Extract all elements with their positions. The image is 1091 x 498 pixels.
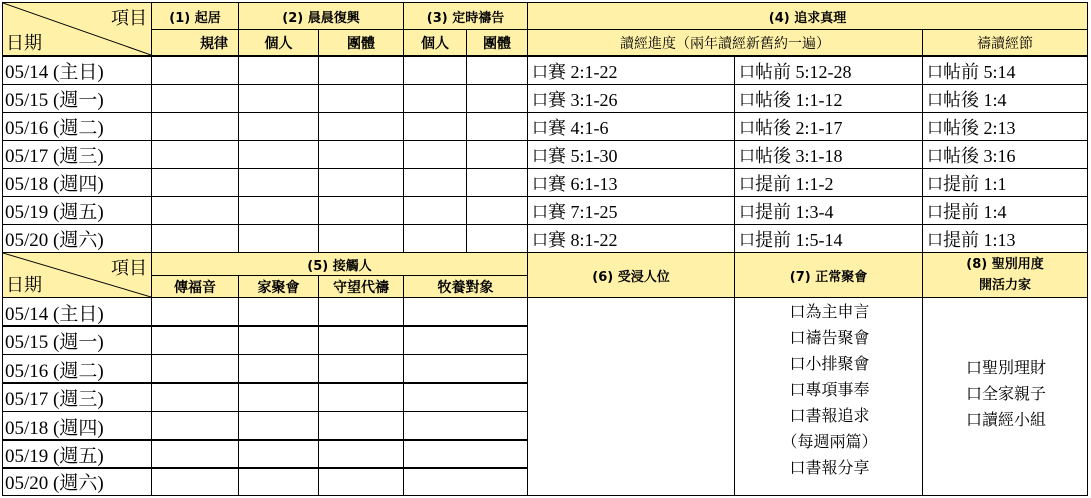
reading-ot-cell — [527, 168, 735, 197]
check-cell[interactable] — [151, 196, 239, 225]
reading-nt-cell — [734, 56, 923, 85]
reading-nt: 提前 1:3-4 — [755, 201, 834, 222]
item-label: 項目 — [111, 8, 147, 29]
section-8-title: (8) 聖別用度 — [966, 257, 1044, 272]
date-text: 05/14 (主日) — [5, 62, 104, 83]
check-cell[interactable] — [151, 382, 239, 412]
date-cell — [2, 196, 152, 225]
check-cell[interactable] — [151, 112, 239, 141]
section-8-header — [922, 252, 1088, 298]
check-cell[interactable] — [238, 467, 319, 496]
prayer-verse-cell — [922, 84, 1088, 113]
prayer-verse: 提前 1:1 — [943, 173, 1007, 194]
check-cell[interactable] — [238, 439, 319, 469]
section-3-header: (3) 定時禱告 — [403, 2, 528, 30]
checkbox-icon[interactable]: 口 — [532, 62, 549, 81]
reading-ot-cell — [527, 224, 735, 253]
check-cell[interactable] — [318, 224, 404, 253]
date-label: 日期 — [6, 275, 42, 296]
date-cell — [2, 297, 152, 327]
checkbox-icon[interactable]: 口 — [532, 118, 549, 137]
check-cell[interactable] — [238, 224, 319, 253]
reading-nt: 帖後 2:1-17 — [755, 117, 843, 138]
checkbox-icon[interactable]: 口 — [789, 302, 806, 321]
date-cell — [2, 354, 152, 384]
check-cell[interactable] — [403, 297, 528, 327]
check-cell[interactable] — [151, 224, 239, 253]
check-cell[interactable] — [318, 168, 404, 197]
check-cell[interactable] — [466, 168, 528, 197]
reading-nt-cell — [734, 84, 923, 113]
prayer-verse-cell — [922, 196, 1088, 225]
date-cell — [2, 439, 152, 469]
date-cell — [2, 224, 152, 253]
check-cell[interactable] — [238, 84, 319, 113]
meeting-item — [735, 325, 923, 351]
check-cell[interactable] — [238, 112, 319, 141]
meeting-item — [735, 299, 923, 325]
prayer-verse: 提前 1:4 — [943, 201, 1007, 222]
meeting-list — [735, 299, 923, 481]
check-cell[interactable] — [466, 56, 528, 85]
section-5-shepherding: 牧養對象 — [403, 275, 528, 298]
prayer-verse-cell — [922, 112, 1088, 141]
checkbox-icon[interactable]: 口 — [789, 458, 806, 477]
check-cell[interactable] — [151, 84, 239, 113]
meeting-label: 書報分享 — [805, 458, 870, 477]
meeting-label: 小排聚會 — [805, 354, 870, 373]
section-8-area — [922, 297, 1088, 496]
date-text: 05/18 (週四) — [5, 174, 104, 195]
checkbox-icon[interactable]: 口 — [739, 62, 756, 81]
check-cell[interactable] — [403, 84, 467, 113]
corner-header-top — [2, 2, 152, 56]
checkbox-icon[interactable]: 口 — [739, 146, 756, 165]
check-cell[interactable] — [318, 140, 404, 169]
date-text: 05/18 (週四) — [5, 417, 104, 439]
section-4-reading-progress: 讀經進度（兩年讀經新舊約一遍） — [527, 29, 923, 56]
date-cell — [2, 140, 152, 169]
section-3-personal: 個人 — [403, 29, 467, 56]
check-cell[interactable] — [318, 411, 404, 441]
check-cell[interactable] — [151, 297, 239, 327]
date-text: 05/17 (週三) — [5, 146, 104, 167]
reading-nt-cell — [734, 112, 923, 141]
reading-nt-cell — [734, 140, 923, 169]
corner-header-bottom — [2, 252, 152, 298]
checkbox-icon[interactable]: 口 — [739, 202, 756, 221]
check-cell[interactable] — [403, 467, 528, 496]
consecration-label: 讀經小組 — [982, 410, 1047, 429]
date-cell — [2, 467, 152, 496]
check-cell[interactable] — [403, 168, 467, 197]
checkbox-icon[interactable]: 口 — [927, 118, 944, 137]
check-cell[interactable] — [318, 354, 404, 384]
prayer-verse: 帖後 1:4 — [943, 89, 1007, 110]
section-7-area — [734, 297, 923, 496]
date-text: 05/20 (週六) — [5, 473, 104, 494]
date-text: 05/20 (週六) — [5, 230, 104, 251]
weekly-record-sheet — [2, 2, 1088, 496]
meeting-label: 書報追求 — [805, 406, 870, 425]
date-text: 05/15 (週一) — [5, 331, 104, 353]
reading-nt-cell — [734, 168, 923, 197]
checkbox-icon[interactable]: 口 — [927, 146, 944, 165]
section-6-header: (6) 受浸人位 — [527, 252, 735, 298]
check-cell[interactable] — [151, 354, 239, 384]
reading-nt-cell — [734, 196, 923, 225]
check-cell[interactable] — [403, 354, 528, 384]
checkbox-icon[interactable]: 口 — [532, 230, 549, 249]
reading-ot: 賽 3:1-26 — [548, 89, 618, 110]
meeting-item — [735, 455, 923, 481]
reading-ot-cell — [527, 56, 735, 85]
date-text: 05/16 (週二) — [5, 118, 104, 139]
check-cell[interactable] — [318, 84, 404, 113]
section-5-gospel: 傳福音 — [151, 275, 239, 298]
checkbox-icon[interactable]: 口 — [532, 90, 549, 109]
check-cell[interactable] — [238, 56, 319, 85]
check-cell[interactable] — [318, 467, 404, 496]
prayer-verse-cell — [922, 224, 1088, 253]
reading-ot: 賽 4:1-6 — [548, 117, 609, 138]
section-8-subtitle: 開活力家 — [978, 278, 1031, 293]
reading-nt: 帖後 3:1-18 — [755, 145, 843, 166]
check-cell[interactable] — [318, 439, 404, 469]
check-cell[interactable] — [466, 196, 528, 225]
consecration-label: 聖別理財 — [982, 358, 1047, 377]
section-5-header: (5) 接觸人 — [151, 252, 528, 276]
meeting-item — [735, 377, 923, 403]
consecration-label: 全家親子 — [982, 384, 1047, 403]
date-cell — [2, 411, 152, 441]
meeting-label: 專項事奉 — [805, 380, 870, 399]
checkbox-icon[interactable]: 口 — [739, 118, 756, 137]
check-cell[interactable] — [403, 112, 467, 141]
date-cell — [2, 168, 152, 197]
check-cell[interactable] — [151, 411, 239, 441]
checkbox-icon[interactable]: 口 — [965, 384, 982, 403]
reading-ot: 賽 2:1-22 — [548, 61, 618, 82]
reading-nt-cell — [734, 224, 923, 253]
check-cell[interactable] — [151, 140, 239, 169]
check-cell[interactable] — [238, 354, 319, 384]
reading-ot: 賽 8:1-22 — [548, 229, 618, 250]
check-cell[interactable] — [318, 196, 404, 225]
meeting-item — [735, 403, 923, 429]
section-4-header: (4) 追求真理 — [527, 2, 1088, 30]
check-cell[interactable] — [151, 168, 239, 197]
check-cell[interactable] — [466, 140, 528, 169]
section-6-area[interactable] — [527, 297, 735, 496]
prayer-verse-cell — [922, 140, 1088, 169]
date-text: 05/16 (週二) — [5, 360, 104, 382]
check-cell[interactable] — [403, 140, 467, 169]
prayer-verse-cell — [922, 56, 1088, 85]
date-cell — [2, 84, 152, 113]
prayer-verse: 帖後 3:16 — [943, 145, 1016, 166]
section-2-header: (2) 晨晨復興 — [238, 2, 404, 30]
section-5-intercession: 守望代禱 — [318, 275, 404, 298]
checkbox-icon[interactable]: 口 — [789, 380, 806, 399]
checkbox-icon[interactable]: 口 — [739, 90, 756, 109]
reading-nt: 提前 1:5-14 — [755, 229, 843, 250]
reading-ot: 賽 6:1-13 — [548, 173, 618, 194]
checkbox-icon[interactable]: 口 — [927, 230, 944, 249]
reading-ot: 賽 7:1-25 — [548, 201, 618, 222]
check-cell[interactable] — [151, 56, 239, 85]
reading-nt: 帖後 1:1-12 — [755, 89, 843, 110]
date-cell — [2, 382, 152, 412]
check-cell[interactable] — [403, 196, 467, 225]
reading-ot-cell — [527, 140, 735, 169]
check-cell[interactable] — [238, 411, 319, 441]
section-7-header: (7) 正常聚會 — [734, 252, 923, 298]
date-label: 日期 — [6, 33, 42, 54]
check-cell[interactable] — [238, 196, 319, 225]
meeting-label: 禱告聚會 — [805, 328, 870, 347]
consecration-item — [923, 407, 1088, 433]
date-text: 05/19 (週五) — [5, 445, 104, 467]
date-text: 05/17 (週三) — [5, 388, 104, 410]
consecration-list — [923, 355, 1088, 433]
check-cell[interactable] — [318, 112, 404, 141]
checkbox-icon[interactable]: 口 — [532, 174, 549, 193]
section-1-subheader: 規律 — [151, 29, 239, 56]
section-3-group: 團體 — [466, 29, 528, 56]
meeting-item — [735, 429, 923, 455]
section-1-header: (1) 起居 — [151, 2, 239, 30]
check-cell[interactable] — [238, 297, 319, 327]
check-cell[interactable] — [238, 325, 319, 355]
checkbox-icon[interactable]: 口 — [965, 358, 982, 377]
consecration-item — [923, 381, 1088, 407]
check-cell[interactable] — [466, 112, 528, 141]
check-cell[interactable] — [466, 224, 528, 253]
checkbox-icon[interactable]: 口 — [927, 174, 944, 193]
check-cell[interactable] — [403, 382, 528, 412]
checkbox-icon[interactable]: 口 — [739, 174, 756, 193]
checkbox-icon[interactable]: 口 — [789, 354, 806, 373]
meeting-item — [735, 351, 923, 377]
checkbox-icon[interactable]: 口 — [927, 90, 944, 109]
checkbox-icon[interactable]: 口 — [927, 202, 944, 221]
section-4-prayer-verse: 禱讀經節 — [922, 29, 1088, 56]
section-2-group: 團體 — [318, 29, 404, 56]
date-cell — [2, 325, 152, 355]
reading-ot-cell — [527, 196, 735, 225]
meeting-label: 為主申言 — [805, 302, 870, 321]
check-cell[interactable] — [238, 168, 319, 197]
check-cell[interactable] — [403, 411, 528, 441]
checkbox-icon[interactable]: 口 — [532, 146, 549, 165]
section-2-personal: 個人 — [238, 29, 319, 56]
reading-ot-cell — [527, 84, 735, 113]
checkbox-icon[interactable]: 口 — [927, 62, 944, 81]
reading-nt: 提前 1:1-2 — [755, 173, 834, 194]
check-cell[interactable] — [403, 325, 528, 355]
prayer-verse-cell — [922, 168, 1088, 197]
checkbox-icon[interactable]: 口 — [789, 328, 806, 347]
reading-ot-cell — [527, 112, 735, 141]
date-text: 05/15 (週一) — [5, 90, 104, 111]
section-5-home-meeting: 家聚會 — [238, 275, 319, 298]
item-label: 項目 — [111, 258, 147, 279]
check-cell[interactable] — [238, 382, 319, 412]
date-cell — [2, 112, 152, 141]
reading-nt: 帖前 5:12-28 — [755, 61, 852, 82]
checkbox-icon[interactable]: 口 — [789, 406, 806, 425]
prayer-verse: 帖後 2:13 — [943, 117, 1016, 138]
date-text: 05/14 (主日) — [5, 303, 104, 325]
check-cell[interactable] — [151, 467, 239, 496]
checkbox-icon[interactable]: 口 — [739, 230, 756, 249]
check-cell[interactable] — [318, 56, 404, 85]
checkbox-icon[interactable]: 口 — [532, 202, 549, 221]
check-cell[interactable] — [238, 140, 319, 169]
check-cell[interactable] — [403, 224, 467, 253]
date-text: 05/19 (週五) — [5, 202, 104, 223]
prayer-verse: 提前 1:13 — [943, 229, 1016, 250]
prayer-verse: 帖前 5:14 — [943, 61, 1016, 82]
date-cell — [2, 56, 152, 85]
check-cell[interactable] — [403, 56, 467, 85]
meeting-label: （每週兩篇） — [781, 432, 878, 451]
check-cell[interactable] — [151, 325, 239, 355]
checkbox-icon[interactable]: 口 — [965, 410, 982, 429]
consecration-item — [923, 355, 1088, 381]
check-cell[interactable] — [318, 382, 404, 412]
check-cell[interactable] — [318, 325, 404, 355]
check-cell[interactable] — [403, 439, 528, 469]
check-cell[interactable] — [151, 439, 239, 469]
check-cell[interactable] — [466, 84, 528, 113]
check-cell[interactable] — [318, 297, 404, 327]
reading-ot: 賽 5:1-30 — [548, 145, 618, 166]
